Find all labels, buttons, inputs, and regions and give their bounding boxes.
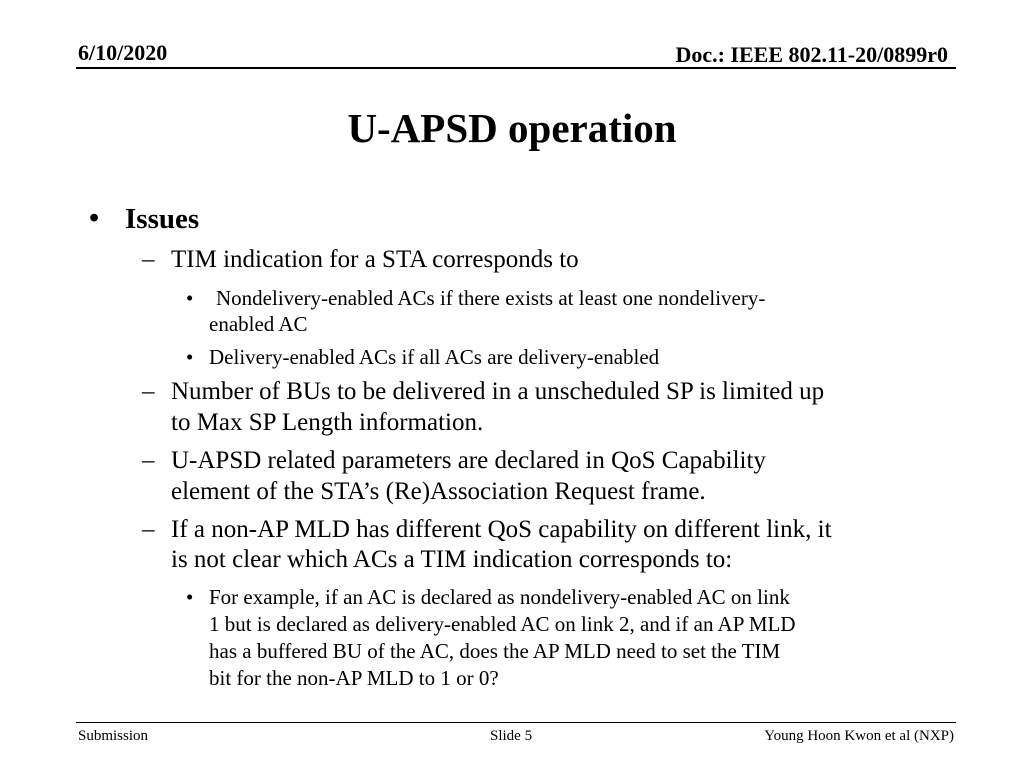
bullet-delivery-enabled: Delivery-enabled ACs if all ACs are delivery-enabled — [209, 345, 660, 369]
bullet-uapsd-params-line2: element of the STA’s (Re)Association Request frame. — [171, 478, 706, 505]
bullet-marker: • — [186, 585, 194, 609]
bullet-example-line2: 1 but is declared as delivery-enabled AC on link 2, and if an AP MLD — [209, 612, 796, 636]
header-divider — [76, 67, 956, 69]
bullet-uapsd-params-line1: U-APSD related parameters are declared in QoS Capability — [171, 447, 766, 474]
bullet-tim-indication: TIM indication for a STA corresponds to — [171, 246, 579, 273]
bullet-marker: • — [186, 345, 194, 369]
dash-marker: – — [142, 246, 155, 273]
footer-divider — [76, 722, 956, 723]
bullet-non-ap-mld-line2: is not clear which ACs a TIM indication corresponds to: — [171, 546, 733, 573]
bullet-example-line3: has a buffered BU of the AC, does the AP MLD need to set the TIM — [209, 639, 781, 663]
bullet-issues: Issues — [125, 203, 200, 235]
bullet-number-of-bus-line1: Number of BUs to be delivered in a unscheduled SP is limited up — [171, 378, 825, 405]
bullet-nondelivery-line1: Nondelivery-enabled ACs if there exists at least one nondelivery- — [216, 286, 766, 310]
bullet-example-line4: bit for the non-AP MLD to 1 or 0? — [209, 666, 499, 690]
footer-author: Young Hoon Kwon et al (NXP) — [764, 728, 954, 744]
bullet-number-of-bus-line2: to Max SP Length information. — [171, 409, 484, 436]
bullet-non-ap-mld-line1: If a non-AP MLD has different QoS capability on different link, it — [171, 516, 832, 543]
dash-marker: – — [142, 516, 155, 543]
bullet-example-line1: For example, if an AC is declared as nondelivery-enabled AC on link — [209, 585, 790, 609]
bullet-marker: • — [89, 202, 100, 234]
header-date: 6/10/2020 — [78, 40, 168, 65]
footer-submission: Submission — [78, 728, 149, 744]
slide-title: U-APSD operation — [347, 105, 677, 151]
bullet-marker: • — [186, 286, 194, 310]
header-document-id: Doc.: IEEE 802.11-20/0899r0 — [675, 42, 948, 67]
bullet-nondelivery-line2: enabled AC — [209, 312, 308, 336]
dash-marker: – — [142, 447, 155, 474]
dash-marker: – — [142, 378, 155, 405]
footer-slide-number: Slide 5 — [490, 728, 533, 744]
